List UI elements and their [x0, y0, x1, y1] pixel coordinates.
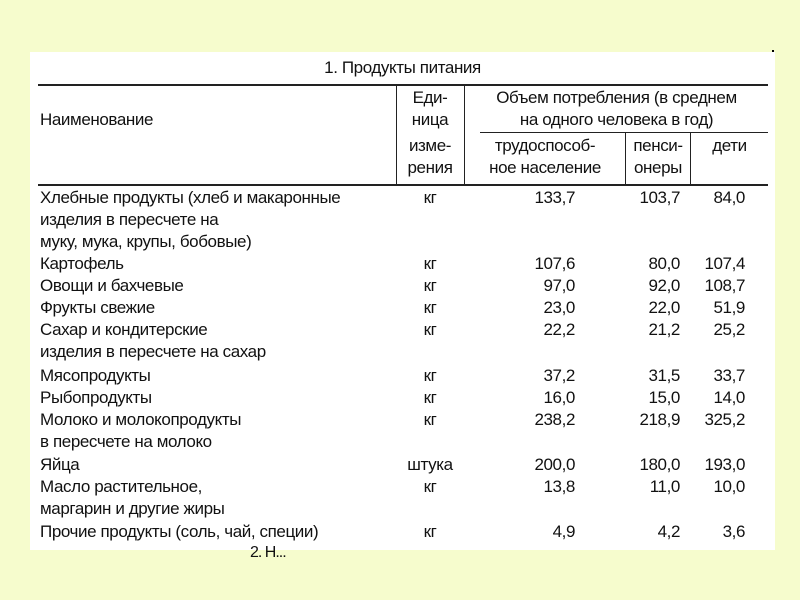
cut-off-next-heading: 2. Н... — [250, 544, 286, 561]
header-consumption-1: Объем потребления (в среднем — [496, 88, 737, 107]
rule-top — [38, 84, 768, 86]
row-name: Масло растительное, — [40, 477, 202, 496]
header-pensioners-1: пенси- — [633, 136, 683, 155]
header-consumption-2: на одного человека в год) — [519, 110, 714, 129]
row-name: Рыбопродукты — [40, 388, 152, 407]
header-unit-2: ница — [411, 110, 449, 129]
row-unit: кг — [423, 298, 437, 317]
row-value-children: 107,4 — [704, 254, 745, 273]
row-value-workers: 22,2 — [543, 320, 575, 339]
row-value-pensioners: 31,5 — [648, 366, 680, 385]
document-sheet — [30, 52, 775, 561]
row-value-children: 193,0 — [704, 455, 745, 474]
row-value-workers: 107,6 — [534, 254, 575, 273]
row-value-workers: 97,0 — [543, 276, 575, 295]
row-value-children: 25,2 — [713, 320, 745, 339]
row-value-pensioners: 21,2 — [648, 320, 680, 339]
row-value-workers: 13,8 — [543, 477, 575, 496]
header-pensioners-2: онеры — [634, 158, 682, 177]
row-value-children: 108,7 — [704, 276, 745, 295]
row-name: Молоко и молокопродукты — [40, 410, 242, 429]
header-unit-1: Еди- — [412, 88, 448, 107]
row-unit: кг — [423, 276, 437, 295]
row-value-pensioners: 4,2 — [657, 522, 680, 541]
row-value-workers: 238,2 — [534, 410, 575, 429]
row-name: Яйца — [40, 455, 80, 474]
row-unit: кг — [423, 366, 437, 385]
header-children: дети — [712, 136, 747, 155]
row-unit: кг — [423, 254, 437, 273]
row-value-children: 10,0 — [713, 477, 745, 496]
row-value-children: 3,6 — [722, 522, 745, 541]
row-value-pensioners: 22,0 — [648, 298, 680, 317]
row-name: Мясопродукты — [40, 366, 151, 385]
header-unit-3: изме- — [408, 136, 452, 155]
row-name: изделия в пересчете на сахар — [40, 342, 266, 361]
row-value-workers: 133,7 — [534, 188, 575, 207]
row-name: изделия в пересчете на — [40, 210, 219, 229]
row-name: муку, мука, крупы, бобовые) — [40, 232, 252, 251]
header-unit-4: рения — [407, 158, 453, 177]
row-name: Фрукты свежие — [40, 298, 155, 317]
row-name: Овощи и бахчевые — [40, 276, 184, 295]
row-name: маргарин и другие жиры — [40, 499, 225, 518]
row-value-workers: 37,2 — [543, 366, 575, 385]
row-value-pensioners: 180,0 — [639, 455, 680, 474]
row-value-workers: 4,9 — [552, 522, 575, 541]
row-value-children: 14,0 — [713, 388, 745, 407]
row-value-workers: 23,0 — [543, 298, 575, 317]
row-name: Хлебные продукты (хлеб и макаронные — [40, 188, 341, 207]
row-value-pensioners: 11,0 — [649, 477, 680, 496]
row-value-children: 325,2 — [704, 410, 745, 429]
row-value-pensioners: 80,0 — [648, 254, 680, 273]
row-value-children: 33,7 — [713, 366, 745, 385]
row-unit: кг — [423, 320, 437, 339]
row-unit: кг — [423, 522, 437, 541]
row-unit: кг — [423, 388, 437, 407]
rule-header-bottom — [38, 184, 768, 186]
rule-subheader — [480, 132, 768, 133]
row-value-workers: 16,0 — [543, 388, 575, 407]
row-value-pensioners: 92,0 — [648, 276, 680, 295]
header-name: Наименование — [40, 110, 154, 129]
header-workers-2: ное население — [489, 158, 601, 177]
row-unit: кг — [423, 477, 437, 496]
row-name: Прочие продукты (соль, чай, специи) — [40, 522, 319, 541]
row-unit: штука — [407, 455, 453, 474]
row-name: Сахар и кондитерские — [40, 320, 208, 339]
row-value-pensioners: 218,9 — [639, 410, 680, 429]
row-name: в пересчете на молоко — [40, 432, 212, 451]
row-value-pensioners: 15,0 — [648, 388, 680, 407]
table-title: 1. Продукты питания — [324, 58, 481, 77]
row-unit: кг — [423, 410, 437, 429]
row-value-children: 51,9 — [713, 298, 745, 317]
row-value-workers: 200,0 — [534, 455, 575, 474]
row-unit: кг — [423, 188, 437, 207]
row-name: Картофель — [40, 254, 124, 273]
row-value-pensioners: 103,7 — [639, 188, 680, 207]
header-workers-1: трудоспособ- — [494, 136, 596, 155]
row-value-children: 84,0 — [713, 188, 745, 207]
